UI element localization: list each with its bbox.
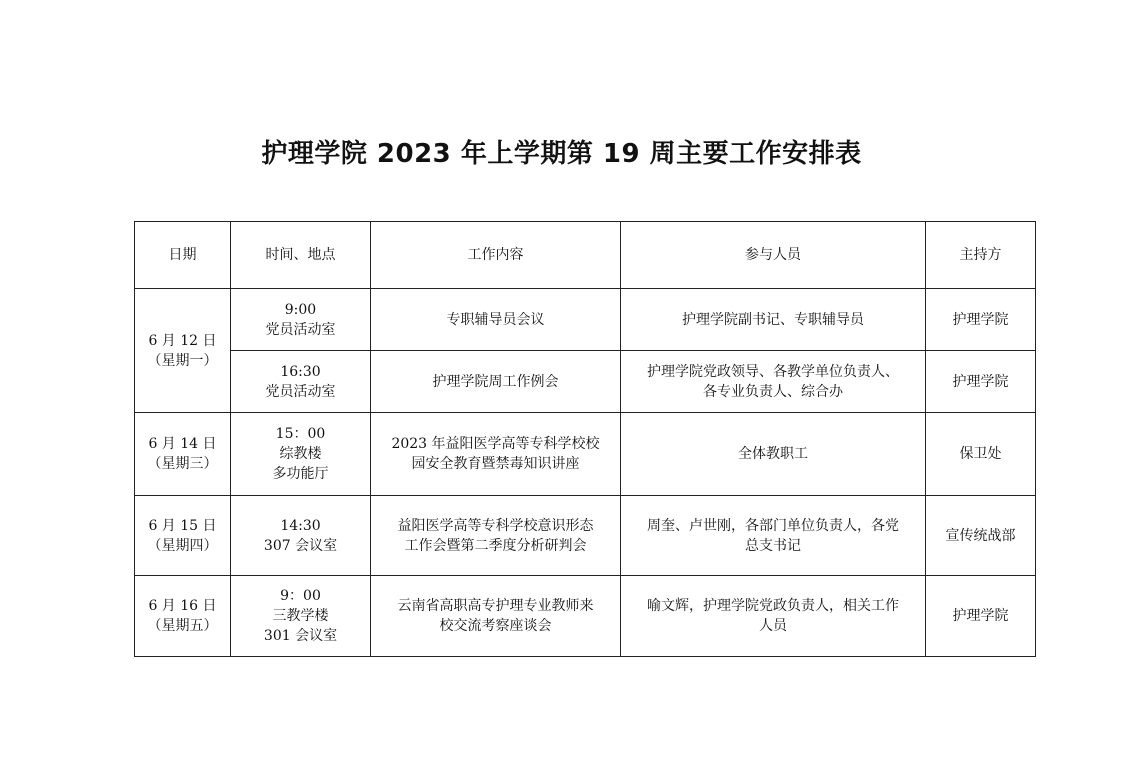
content-cell <box>371 496 621 576</box>
time-text: 16:30 <box>280 363 321 380</box>
table-row <box>135 576 1036 657</box>
time-place-cell <box>231 576 371 657</box>
table-header-row <box>135 222 1036 289</box>
participants-cell <box>621 289 926 351</box>
weekday-text: （星期四） <box>147 537 218 554</box>
participants-cell <box>621 351 926 413</box>
content-text: 云南省高职高专护理专业教师来 <box>397 598 594 614</box>
header-date: 日期 <box>135 222 231 289</box>
weekday-text: （星期五） <box>147 618 218 634</box>
place-text: 综教楼 <box>279 446 322 462</box>
time-text: 14:30 <box>280 517 321 534</box>
date-text: 6 月 15 日 <box>148 517 217 534</box>
weekday-text: （星期一） <box>147 352 218 369</box>
content-cell <box>371 289 621 351</box>
table-row <box>135 351 1036 413</box>
date-text: 6 月 14 日 <box>148 436 217 452</box>
header-time-place: 时间、地点 <box>231 222 371 289</box>
participants-text: 喻文辉，护理学院党政负责人，相关工作 <box>647 598 899 614</box>
participants-cell <box>621 496 926 576</box>
content-text: 园安全教育暨禁毒知识讲座 <box>411 456 580 472</box>
participants-text: 各专业负责人、综合办 <box>703 383 843 400</box>
table-row <box>135 289 1036 351</box>
time-text: 9：00 <box>280 588 321 604</box>
host-cell: 保卫处 <box>926 413 1036 496</box>
content-text: 护理学院周工作例会 <box>432 373 559 390</box>
place-text: 党员活动室 <box>265 321 336 338</box>
participants-text: 全体教职工 <box>738 446 808 462</box>
header-host: 主持方 <box>926 222 1036 289</box>
host-cell: 宣传统战部 <box>926 496 1036 576</box>
time-text: 15：00 <box>275 426 326 442</box>
table-row <box>135 496 1036 576</box>
content-cell <box>371 413 621 496</box>
date-cell <box>135 289 231 413</box>
place-text: 301 会议室 <box>263 628 338 644</box>
content-cell <box>371 576 621 657</box>
date-text: 6 月 12 日 <box>148 332 217 349</box>
place-text: 党员活动室 <box>265 383 336 400</box>
content-text: 益阳医学高等专科学校意识形态 <box>397 517 594 534</box>
content-text: 工作会暨第二季度分析研判会 <box>404 537 587 554</box>
host-cell: 护理学院 <box>926 576 1036 657</box>
place-text: 多功能厅 <box>272 466 329 482</box>
participants-cell <box>621 576 926 657</box>
date-cell <box>135 496 231 576</box>
participants-text: 人员 <box>759 618 787 634</box>
place-text: 三教学楼 <box>272 608 329 624</box>
table-row <box>135 413 1036 496</box>
date-cell <box>135 576 231 657</box>
participants-text: 护理学院党政领导、各教学单位负责人、 <box>647 363 899 380</box>
date-cell <box>135 413 231 496</box>
participants-text: 护理学院副书记、专职辅导员 <box>682 311 864 328</box>
page-title: 护理学院 2023 年上学期第 19 周主要工作安排表 <box>261 139 862 169</box>
header-participants: 参与人员 <box>621 222 926 289</box>
participants-text: 周奎、卢世刚，各部门单位负责人，各党 <box>647 517 899 534</box>
time-place-cell <box>231 496 371 576</box>
participants-cell <box>621 413 926 496</box>
weekday-text: （星期三） <box>147 456 218 472</box>
content-text: 校交流考察座谈会 <box>439 618 552 634</box>
participants-text: 总支书记 <box>745 537 801 554</box>
content-text: 2023 年益阳医学高等专科学校校 <box>391 436 600 452</box>
time-text: 9:00 <box>284 301 317 318</box>
time-place-cell <box>231 413 371 496</box>
time-place-cell <box>231 351 371 413</box>
content-text: 专职辅导员会议 <box>446 311 545 328</box>
place-text: 307 会议室 <box>263 537 338 554</box>
host-cell: 护理学院 <box>926 289 1036 351</box>
date-text: 6 月 16 日 <box>148 598 217 614</box>
header-content: 工作内容 <box>371 222 621 289</box>
host-cell: 护理学院 <box>926 351 1036 413</box>
schedule-table <box>134 221 1036 657</box>
content-cell <box>371 351 621 413</box>
time-place-cell <box>231 289 371 351</box>
